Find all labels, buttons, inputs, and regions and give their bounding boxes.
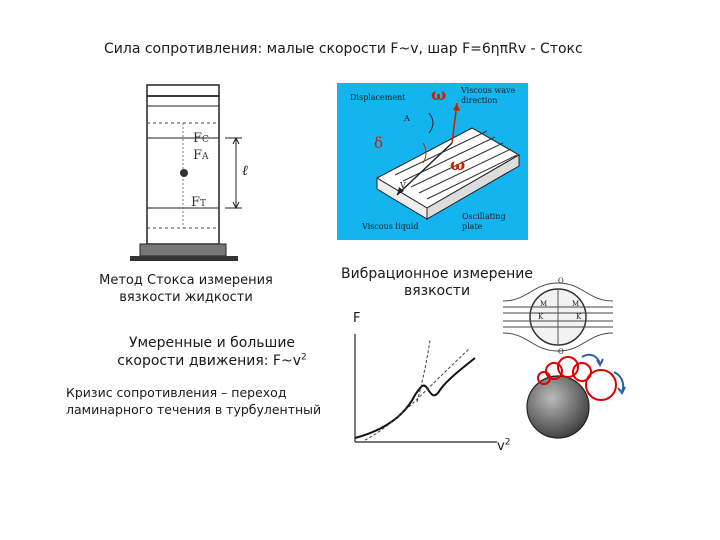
vibration-caption: Вибрационное измерение вязкости [340,266,533,299]
moderate-speeds-text: Умеренные и большие скорости движения: $F\sim v^2$ [117,335,307,369]
viscous-wave-label: Viscous wave direction [461,86,516,105]
force-fa-label: FA [193,148,209,163]
graph-x-label: $v^2$ [497,437,511,454]
force-fc-label: FC [193,131,209,146]
flow-label-k-right: K [576,313,582,321]
delta-label: δ [374,134,384,152]
flow-label-m-right: M [572,300,580,308]
flow-label-o-top: O [558,277,564,285]
stokes-cylinder-diagram [130,80,260,265]
flow-label-o-bottom: O [558,348,564,356]
velocity-label: V [400,181,406,190]
omega-mid-label: ω [450,155,466,174]
drag-graph [345,330,505,450]
viscous-liquid-label: Viscous liquid [362,222,419,231]
drag-crisis-text: Кризис сопротивления – переход ламинарного течения в турбулентный [66,385,322,417]
force-ft-label: FT [191,195,207,210]
oscillating-plate-label: Oscillating plate [462,212,506,231]
flow-around-cylinder-diagram [498,277,608,357]
omega-top-label: ω [431,85,447,104]
length-label: ℓ [242,163,248,179]
graph-y-label: F [353,311,361,326]
flow-label-m-left: M [540,300,548,308]
displacement-label: Displacement [350,93,406,102]
flow-label-k-left: K [538,313,544,321]
page-heading: Сила сопротивления: малые скорости F~v, шар F=6ηπRv - Стокс [104,41,583,57]
stokes-method-caption: Метод Стокса измерения вязкости жидкости [99,273,273,305]
amplitude-label: A [404,114,410,123]
vortex-shedding-diagram [528,350,638,448]
